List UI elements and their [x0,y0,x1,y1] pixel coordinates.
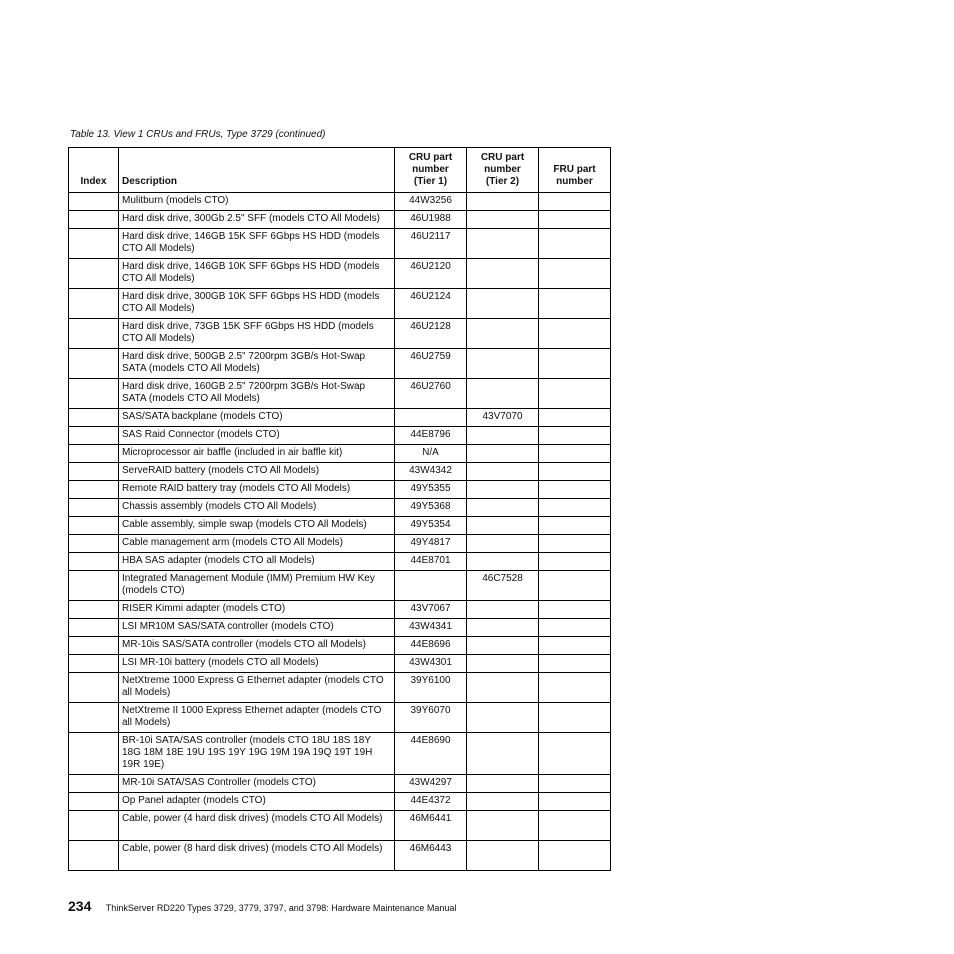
description-cell: Op Panel adapter (models CTO) [119,793,395,811]
cru-tier1-cell: 49Y5355 [395,481,467,499]
index-cell [69,319,119,349]
fru-part-cell [539,775,611,793]
cru-tier2-cell [467,619,539,637]
header-description: Description [119,148,395,193]
index-cell [69,427,119,445]
table-row [69,517,611,535]
cru-tier2-cell: 46C7528 [467,571,539,601]
index-cell [69,637,119,655]
table-row [69,379,611,409]
cru-tier2-cell [467,463,539,481]
index-cell [69,571,119,601]
cru-tier1-cell: 44W3256 [395,193,467,211]
cru-tier2-cell [467,793,539,811]
cru-tier1-cell: 39Y6100 [395,673,467,703]
cru-tier2-cell [467,775,539,793]
cru-tier1-cell: N/A [395,445,467,463]
index-cell [69,655,119,673]
cru-tier1-cell: 43V7067 [395,601,467,619]
cru-tier2-cell [467,535,539,553]
cru-tier2-cell [467,211,539,229]
fru-part-cell [539,553,611,571]
table-caption: Table 13. View 1 CRUs and FRUs, Type 3729 (continued) [70,129,326,140]
index-cell [69,841,119,871]
description-cell: Hard disk drive, 160GB 2.5" 7200rpm 3GB/s Hot-Swap SATA (models CTO All Models) [119,379,395,409]
index-cell [69,463,119,481]
cru-tier1-cell: 44E8696 [395,637,467,655]
cru-tier1-cell: 43W4297 [395,775,467,793]
table-row [69,229,611,259]
cru-tier2-cell [467,319,539,349]
description-cell: Microprocessor air baffle (included in air baffle kit) [119,445,395,463]
index-cell [69,733,119,775]
index-cell [69,601,119,619]
description-cell: Cable, power (8 hard disk drives) (models CTO All Models) [119,841,395,871]
table-row [69,535,611,553]
cru-tier2-cell [467,229,539,259]
cru-tier2-cell [467,445,539,463]
description-cell: NetXtreme 1000 Express G Ethernet adapter (models CTO all Models) [119,673,395,703]
index-cell [69,445,119,463]
description-cell: BR-10i SATA/SAS controller (models CTO 18U 18S 18Y 18G 18M 18E 19U 19S 19Y 19G 19M 19A 19Q 19T 19H 19R 19E) [119,733,395,775]
description-cell: Cable, power (4 hard disk drives) (models CTO All Models) [119,811,395,841]
table-row [69,289,611,319]
index-cell [69,193,119,211]
fru-part-cell [539,193,611,211]
table-row [69,499,611,517]
fru-part-cell [539,571,611,601]
table-row [69,259,611,289]
table-row [69,427,611,445]
description-cell: Hard disk drive, 500GB 2.5" 7200rpm 3GB/s Hot-Swap SATA (models CTO All Models) [119,349,395,379]
cru-tier2-cell [467,499,539,517]
cru-tier1-cell: 46U2760 [395,379,467,409]
page-number: 234 [68,898,92,914]
fru-part-cell [539,259,611,289]
cru-tier2-cell [467,259,539,289]
fru-part-cell [539,319,611,349]
index-cell [69,499,119,517]
index-cell [69,349,119,379]
table-row [69,481,611,499]
table-row [69,193,611,211]
description-cell: Hard disk drive, 300GB 10K SFF 6Gbps HS HDD (models CTO All Models) [119,289,395,319]
index-cell [69,211,119,229]
description-cell: Hard disk drive, 300Gb 2.5" SFF (models CTO All Models) [119,211,395,229]
index-cell [69,481,119,499]
table-row [69,841,611,871]
cru-tier2-cell [467,427,539,445]
index-cell [69,289,119,319]
cru-tier1-cell [395,571,467,601]
fru-part-cell [539,349,611,379]
description-cell: Hard disk drive, 146GB 15K SFF 6Gbps HS HDD (models CTO All Models) [119,229,395,259]
cru-tier1-cell: 49Y4817 [395,535,467,553]
table-row [69,793,611,811]
cru-tier1-cell: 46M6441 [395,811,467,841]
fru-part-cell [539,409,611,427]
cru-tier1-cell: 46U2117 [395,229,467,259]
fru-part-cell [539,379,611,409]
description-cell: HBA SAS adapter (models CTO all Models) [119,553,395,571]
fru-part-cell [539,289,611,319]
cru-tier1-cell: 46U1988 [395,211,467,229]
fru-part-cell [539,481,611,499]
table-row [69,211,611,229]
description-cell: Chassis assembly (models CTO All Models) [119,499,395,517]
table-row [69,319,611,349]
cru-tier2-cell: 43V7070 [467,409,539,427]
table-row [69,775,611,793]
fru-part-cell [539,499,611,517]
cru-tier1-cell: 49Y5368 [395,499,467,517]
cru-tier2-cell [467,637,539,655]
cru-tier2-cell [467,553,539,571]
description-cell: Remote RAID battery tray (models CTO All Models) [119,481,395,499]
cru-tier1-cell [395,409,467,427]
cru-tier2-cell [467,841,539,871]
cru-tier2-cell [467,601,539,619]
table-row [69,445,611,463]
cru-tier1-cell: 44E8701 [395,553,467,571]
cru-tier2-cell [467,673,539,703]
cru-tier2-cell [467,655,539,673]
cru-tier2-cell [467,733,539,775]
description-cell: Cable assembly, simple swap (models CTO All Models) [119,517,395,535]
cru-fru-table [68,147,611,871]
index-cell [69,409,119,427]
header-index: Index [69,148,119,193]
cru-tier1-cell: 46U2124 [395,289,467,319]
cru-tier1-cell: 49Y5354 [395,517,467,535]
cru-tier2-cell [467,811,539,841]
table-row [69,811,611,841]
table-row [69,619,611,637]
fru-part-cell [539,811,611,841]
table-row [69,703,611,733]
cru-tier1-cell: 44E8690 [395,733,467,775]
index-cell [69,811,119,841]
fru-part-cell [539,463,611,481]
fru-part-cell [539,445,611,463]
table-row [69,463,611,481]
table-row [69,601,611,619]
fru-part-cell [539,517,611,535]
fru-part-cell [539,841,611,871]
description-cell: Integrated Management Module (IMM) Premium HW Key (models CTO) [119,571,395,601]
fru-part-cell [539,733,611,775]
table-row [69,349,611,379]
table-row [69,637,611,655]
cru-tier2-cell [467,349,539,379]
description-cell: LSI MR10M SAS/SATA controller (models CTO) [119,619,395,637]
table-header-row [69,148,611,193]
cru-tier1-cell: 44E8796 [395,427,467,445]
cru-tier1-cell: 39Y6070 [395,703,467,733]
fru-part-cell [539,427,611,445]
cru-tier1-cell: 43W4342 [395,463,467,481]
index-cell [69,619,119,637]
cru-tier1-cell: 46U2120 [395,259,467,289]
index-cell [69,703,119,733]
description-cell: Hard disk drive, 146GB 10K SFF 6Gbps HS HDD (models CTO All Models) [119,259,395,289]
index-cell [69,379,119,409]
header-fru-part: FRU part number [539,148,611,193]
header-cru-tier1: CRU part number (Tier 1) [395,148,467,193]
table-row [69,655,611,673]
description-cell: MR-10i SATA/SAS Controller (models CTO) [119,775,395,793]
description-cell: MR-10is SAS/SATA controller (models CTO all Models) [119,637,395,655]
description-cell: SAS Raid Connector (models CTO) [119,427,395,445]
fru-part-cell [539,535,611,553]
fru-part-cell [539,211,611,229]
cru-tier2-cell [467,193,539,211]
page-footer [68,898,456,916]
description-cell: NetXtreme II 1000 Express Ethernet adapter (models CTO all Models) [119,703,395,733]
description-cell: LSI MR-10i battery (models CTO all Models) [119,655,395,673]
description-cell: ServeRAID battery (models CTO All Models) [119,463,395,481]
cru-tier1-cell: 43W4341 [395,619,467,637]
table-row [69,409,611,427]
fru-part-cell [539,703,611,733]
fru-part-cell [539,601,611,619]
cru-tier2-cell [467,517,539,535]
cru-tier2-cell [467,289,539,319]
fru-part-cell [539,673,611,703]
table-row [69,553,611,571]
index-cell [69,229,119,259]
cru-tier2-cell [467,481,539,499]
index-cell [69,775,119,793]
index-cell [69,517,119,535]
cru-tier1-cell: 46U2128 [395,319,467,349]
index-cell [69,535,119,553]
description-cell: RISER Kimmi adapter (models CTO) [119,601,395,619]
cru-tier2-cell [467,379,539,409]
cru-tier1-cell: 44E4372 [395,793,467,811]
index-cell [69,259,119,289]
description-cell: SAS/SATA backplane (models CTO) [119,409,395,427]
index-cell [69,793,119,811]
fru-part-cell [539,229,611,259]
table-row [69,571,611,601]
cru-tier1-cell: 46M6443 [395,841,467,871]
fru-part-cell [539,793,611,811]
description-cell: Cable management arm (models CTO All Models) [119,535,395,553]
description-cell: Hard disk drive, 73GB 15K SFF 6Gbps HS HDD (models CTO All Models) [119,319,395,349]
cru-tier1-cell: 43W4301 [395,655,467,673]
fru-part-cell [539,655,611,673]
footer-title: ThinkServer RD220 Types 3729, 3779, 3797, and 3798: Hardware Maintenance Manual [105,903,457,913]
index-cell [69,553,119,571]
cru-tier2-cell [467,703,539,733]
fru-part-cell [539,637,611,655]
description-cell: Mulitburn (models CTO) [119,193,395,211]
index-cell [69,673,119,703]
cru-tier1-cell: 46U2759 [395,349,467,379]
table-row [69,673,611,703]
table-row [69,733,611,775]
header-cru-tier2: CRU part number (Tier 2) [467,148,539,193]
table-body [69,193,611,871]
fru-part-cell [539,619,611,637]
